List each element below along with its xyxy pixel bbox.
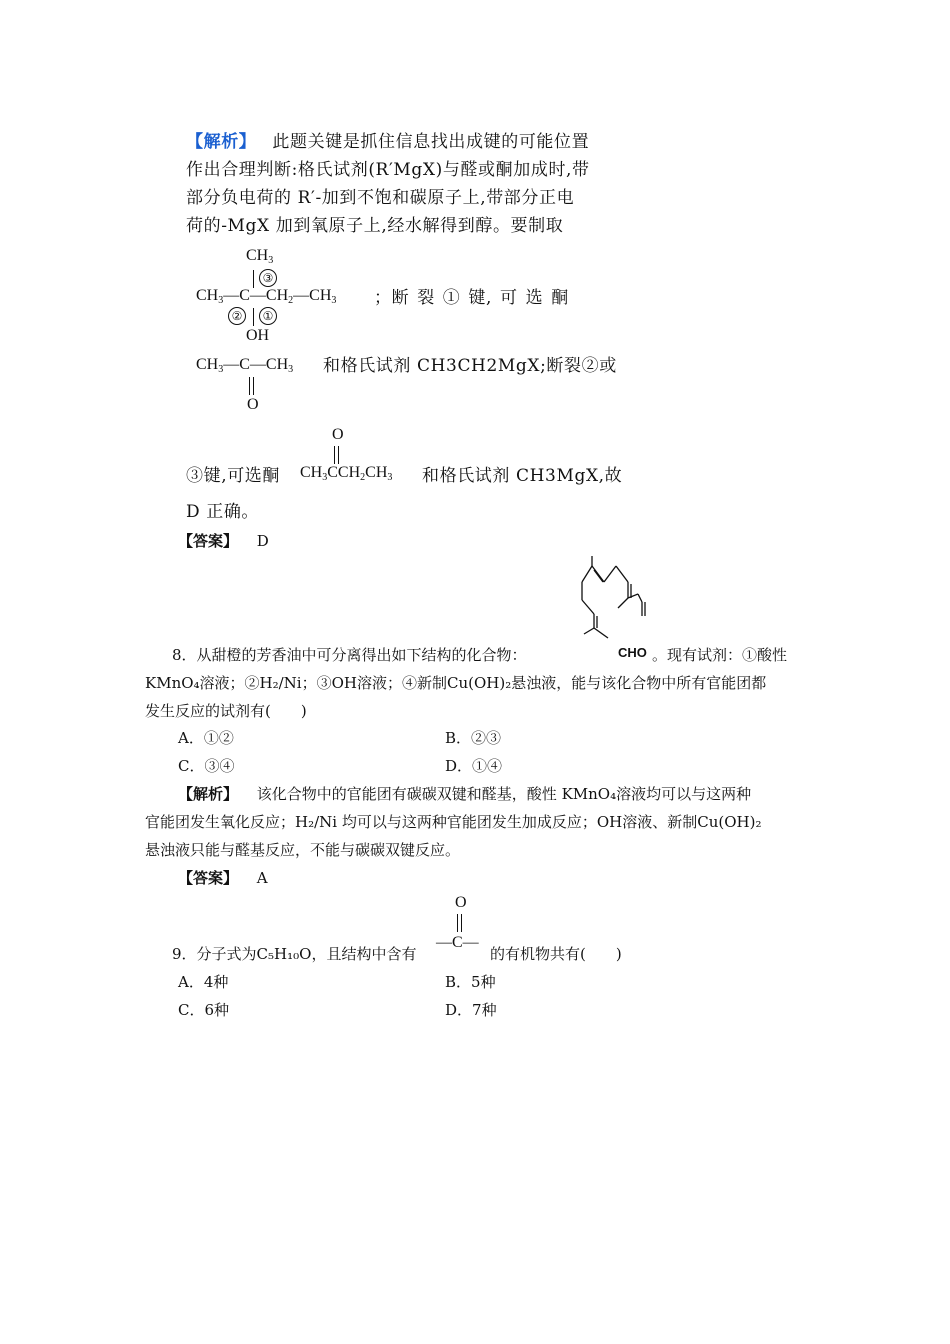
q9-stem-a: 9．分子式为C₅H₁₀O，且结构中含有 xyxy=(172,945,417,963)
answer-tag: 【答案】 xyxy=(178,869,239,887)
q8-option-b: B．②③ xyxy=(445,729,502,747)
q8-stem-line-2: KMnO₄溶液；②H₂/Ni；③OH溶液；④新制Cu(OH)₂悬浊液，能与该化合物中所有官能团都 xyxy=(145,674,767,692)
q8-analysis-line-3: 悬浊液只能与醛基反应，不能与碳碳双键反应。 xyxy=(145,841,461,859)
analysis-end: D 正确。 xyxy=(186,502,260,522)
top-ch3: $CH_3$ xyxy=(246,247,274,266)
ketone-2-chain: $CH_3CCH_2CH_3$ xyxy=(300,464,393,483)
bond-1 xyxy=(253,308,254,326)
q9-stem-b: 的有机物共有( ) xyxy=(490,945,622,963)
q9-option-d: D．7种 xyxy=(445,1001,497,1019)
ketone-2-double-bond xyxy=(334,446,339,464)
ketone-2-text: 和格氏试剂 CH3MgX,故 xyxy=(422,466,623,486)
bond-2-marker: ② xyxy=(227,306,247,325)
analysis-line-3: 部分负电荷的 R′-加到不饱和碳原子上,带部分正电 xyxy=(186,188,575,208)
answer-value: A xyxy=(256,869,268,887)
carbonyl-oxygen: O xyxy=(455,894,467,911)
ketone-1-text: 和格氏试剂 CH3CH2MgX;断裂②或 xyxy=(323,356,617,376)
analysis-line-1: 【解析】 此题关键是抓住信息找出成键的可能位置 xyxy=(186,132,590,152)
analysis-tag: 【解析】 xyxy=(186,132,257,152)
bond-1-marker: ① xyxy=(258,306,278,325)
bond-3 xyxy=(253,270,254,288)
q8-stem-line-1b: 。现有试剂：①酸性 xyxy=(652,646,788,664)
bond-3-marker: ③ xyxy=(258,268,278,287)
cho-label: CHO xyxy=(618,645,647,660)
ketone-1-double-bond xyxy=(249,377,254,395)
q8-option-a: A．①② xyxy=(178,729,234,747)
q8-analysis-line-2: 官能团发生氧化反应；H₂/Ni 均可以与这两种官能团发生加成反应；OH溶液、新制Cu(OH)₂ xyxy=(145,813,762,831)
analysis-line-2: 作出合理判断:格氏试剂(R′MgX)与醛或酮加成时,带 xyxy=(186,160,590,180)
q8-stem-line-1: 8．从甜橙的芳香油中可分离得出如下结构的化合物： xyxy=(172,646,527,664)
carbonyl-chain: —C— xyxy=(436,934,479,951)
q8-stem-line-3: 发生反应的试剂有( ) xyxy=(145,702,307,720)
analysis-line-4: 荷的-MgX 加到氧原子上,经水解得到醇。要制取 xyxy=(186,216,564,236)
answer-tag: 【答案】 xyxy=(178,532,239,550)
ketone-2-oxygen: O xyxy=(332,426,344,443)
q8-analysis-tag: 【解析】 xyxy=(178,785,239,803)
ketone-2-lead: ③键,可选酮 xyxy=(186,466,281,486)
oh-group: OH xyxy=(246,327,270,344)
q8-option-d: D．①④ xyxy=(445,757,503,775)
citral-skeletal-structure xyxy=(570,556,660,652)
answer-value: D xyxy=(256,532,269,550)
q8-option-c: C．③④ xyxy=(178,757,235,775)
q9-option-a: A．4种 xyxy=(178,973,229,991)
ketone-1-chain: $CH_3—C—CH_3$ xyxy=(196,356,294,375)
main-chain: $CH_3—C—CH_2—CH_3$ xyxy=(196,287,337,306)
ketone-1-oxygen: O xyxy=(247,396,259,413)
carbonyl-double-bond xyxy=(457,914,462,932)
structure-1-text: ；断 裂 ① 键, 可 选 酮 xyxy=(374,288,569,308)
q9-option-c: C．6种 xyxy=(178,1001,230,1019)
answer-8 xyxy=(178,864,268,892)
answer-7 xyxy=(178,527,269,555)
q9-option-b: B．5种 xyxy=(445,973,496,991)
q8-analysis-line-1: 【解析】 该化合物中的官能团有碳碳双键和醛基，酸性 KMnO₄溶液均可以与这两种 xyxy=(178,785,752,803)
